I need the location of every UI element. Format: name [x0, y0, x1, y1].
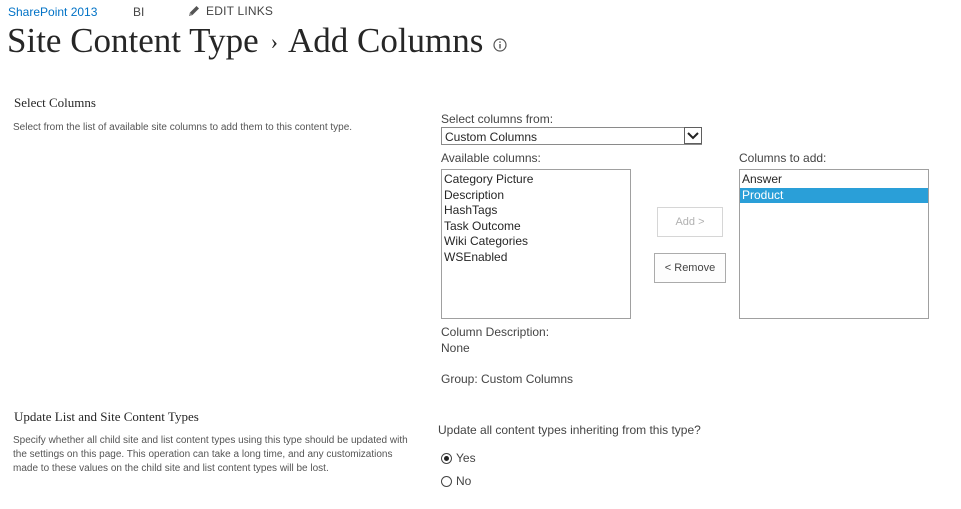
- edit-links-label: EDIT LINKS: [206, 4, 274, 18]
- list-item-selected[interactable]: Product: [740, 188, 928, 204]
- page-title-part2: Add Columns: [287, 21, 484, 60]
- select-columns-description: Select from the list of available site columns to add them to this content type.: [13, 122, 353, 133]
- info-icon[interactable]: [493, 38, 507, 52]
- radio-checked-icon: [441, 453, 452, 464]
- columns-group-select[interactable]: [441, 127, 702, 145]
- breadcrumb-separator: ›: [270, 28, 278, 54]
- radio-yes[interactable]: [441, 451, 476, 465]
- edit-links-button[interactable]: [187, 4, 273, 18]
- column-description-value: None: [441, 341, 470, 355]
- remove-button[interactable]: < Remove: [654, 253, 726, 283]
- column-description-label: Column Description:: [441, 325, 550, 339]
- radio-unchecked-icon: [441, 476, 452, 487]
- add-button[interactable]: Add >: [657, 207, 723, 237]
- list-item[interactable]: HashTags: [444, 203, 498, 218]
- list-item[interactable]: Answer: [742, 172, 783, 186]
- update-types-heading: Update List and Site Content Types: [14, 409, 199, 424]
- list-item[interactable]: Wiki Categories: [444, 234, 529, 249]
- list-item[interactable]: Task Outcome: [444, 218, 521, 233]
- select-columns-heading: Select Columns: [14, 95, 96, 110]
- chevron-down-icon: [684, 127, 702, 144]
- page-title-part1: Site Content Type: [7, 21, 259, 60]
- update-types-description: Specify whether all child site and list content types using this type should be updated with the settings on this page. This operation can take a long time, and any customizations made to these values on the child site and list content types will be lost.: [13, 435, 408, 474]
- site-link-bi[interactable]: BI: [133, 5, 145, 19]
- list-item[interactable]: Category Picture: [444, 172, 534, 186]
- radio-yes-label: Yes: [456, 451, 476, 465]
- page-title: [7, 23, 507, 58]
- pencil-icon: [187, 4, 201, 18]
- update-types-question: Update all content types inheriting from this type?: [438, 423, 701, 437]
- site-link-sharepoint-2013[interactable]: SharePoint 2013: [8, 5, 98, 19]
- list-item[interactable]: Description: [444, 187, 505, 202]
- select-columns-from-label: Select columns from:: [441, 112, 554, 126]
- columns-to-add-label: Columns to add:: [739, 151, 827, 165]
- columns-group-select-value: Custom Columns: [445, 130, 538, 144]
- radio-no[interactable]: [441, 474, 471, 488]
- radio-no-label: No: [456, 474, 472, 488]
- columns-to-add-listbox[interactable]: [739, 169, 929, 319]
- list-item[interactable]: WSEnabled: [444, 249, 508, 264]
- column-group-text: Group: Custom Columns: [441, 372, 574, 386]
- available-columns-label: Available columns:: [441, 151, 541, 165]
- available-columns-listbox[interactable]: [441, 169, 631, 319]
